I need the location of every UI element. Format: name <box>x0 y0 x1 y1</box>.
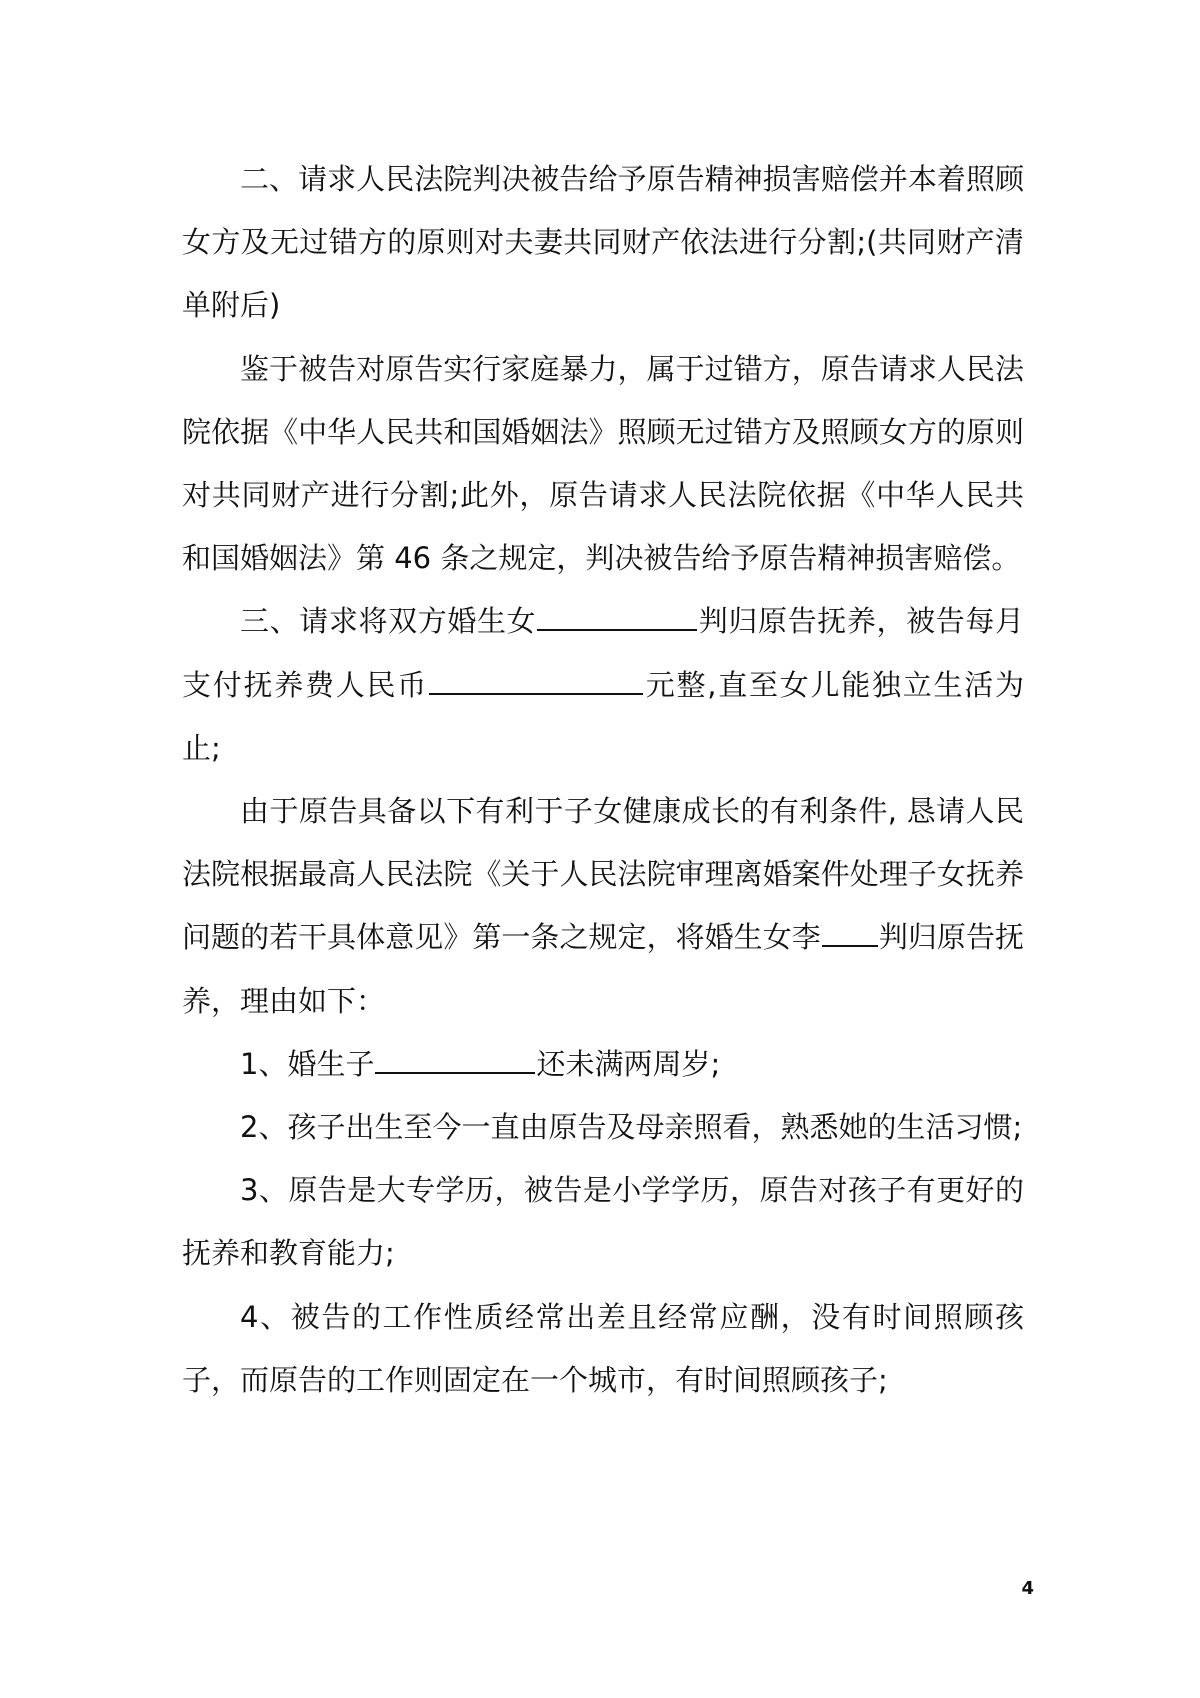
reason-three-text-1: 由于原告具备以下有利于子女健康成长的有利条件, 恳请人民法院根据最高人民法院《关于人民法院审理离婚案件处理子女抚养问题的若干具体意见》第一条之规定，将婚生女李 <box>182 794 1024 955</box>
request-three-text-1: 三、请求将双方婚生女 <box>240 604 537 639</box>
paragraph-request-two: 二、请求人民法院判决被告给予原告精神损害赔偿并本着照顾女方及无过错方的原则对夫妻共同财产依法进行分割;(共同财产清单附后) <box>182 162 1024 323</box>
document-body <box>182 148 1024 1412</box>
reason-three-text-2: 判归原告抚养，理由如下： <box>182 920 1024 1018</box>
child-name-blank <box>822 919 878 947</box>
paragraph-item-2: 2、孩子出生至今一直由原告及母亲照看，熟悉她的生活习惯; <box>240 1110 1023 1145</box>
daughter-name-blank <box>537 603 697 631</box>
item-1-text-2: 还未满两周岁; <box>536 1046 721 1081</box>
request-three-text-3: 元整,直至女儿能独立生活为止; <box>182 667 1024 765</box>
paragraph-item-3: 3、原告是大专学历，被告是小学学历，原告对孩子有更好的抚养和教育能力; <box>182 1173 1024 1271</box>
paragraph-reason-three <box>182 780 1024 1033</box>
paragraph-item-4: 4、被告的工作性质经常出差且经常应酬，没有时间照顾孩子，而原告的工作则固定在一个城市，有时间照顾孩子; <box>182 1299 1024 1397</box>
paragraph-reason-two: 鉴于被告对原告实行家庭暴力，属于过错方，原告请求人民法院依据《中华人民共和国婚姻法》照顾无过错方及照顾女方的原则对共同财产进行分割;此外，原告请求人民法院依据《中华人民共和国婚姻法》第 46 条之规定，判决被告给予原告精神损害赔偿。 <box>182 351 1024 576</box>
support-amount-blank <box>429 667 643 695</box>
item-1-text-1: 1、婚生子 <box>240 1046 375 1081</box>
page-number: 4 <box>1021 1578 1034 1599</box>
paragraph-item-1 <box>182 1033 1024 1096</box>
child-age-blank <box>375 1046 535 1074</box>
paragraph-request-three <box>182 590 1024 780</box>
request-three-text-2: 判归原告抚养，被告每月支付抚养费人民币 <box>182 604 1024 702</box>
